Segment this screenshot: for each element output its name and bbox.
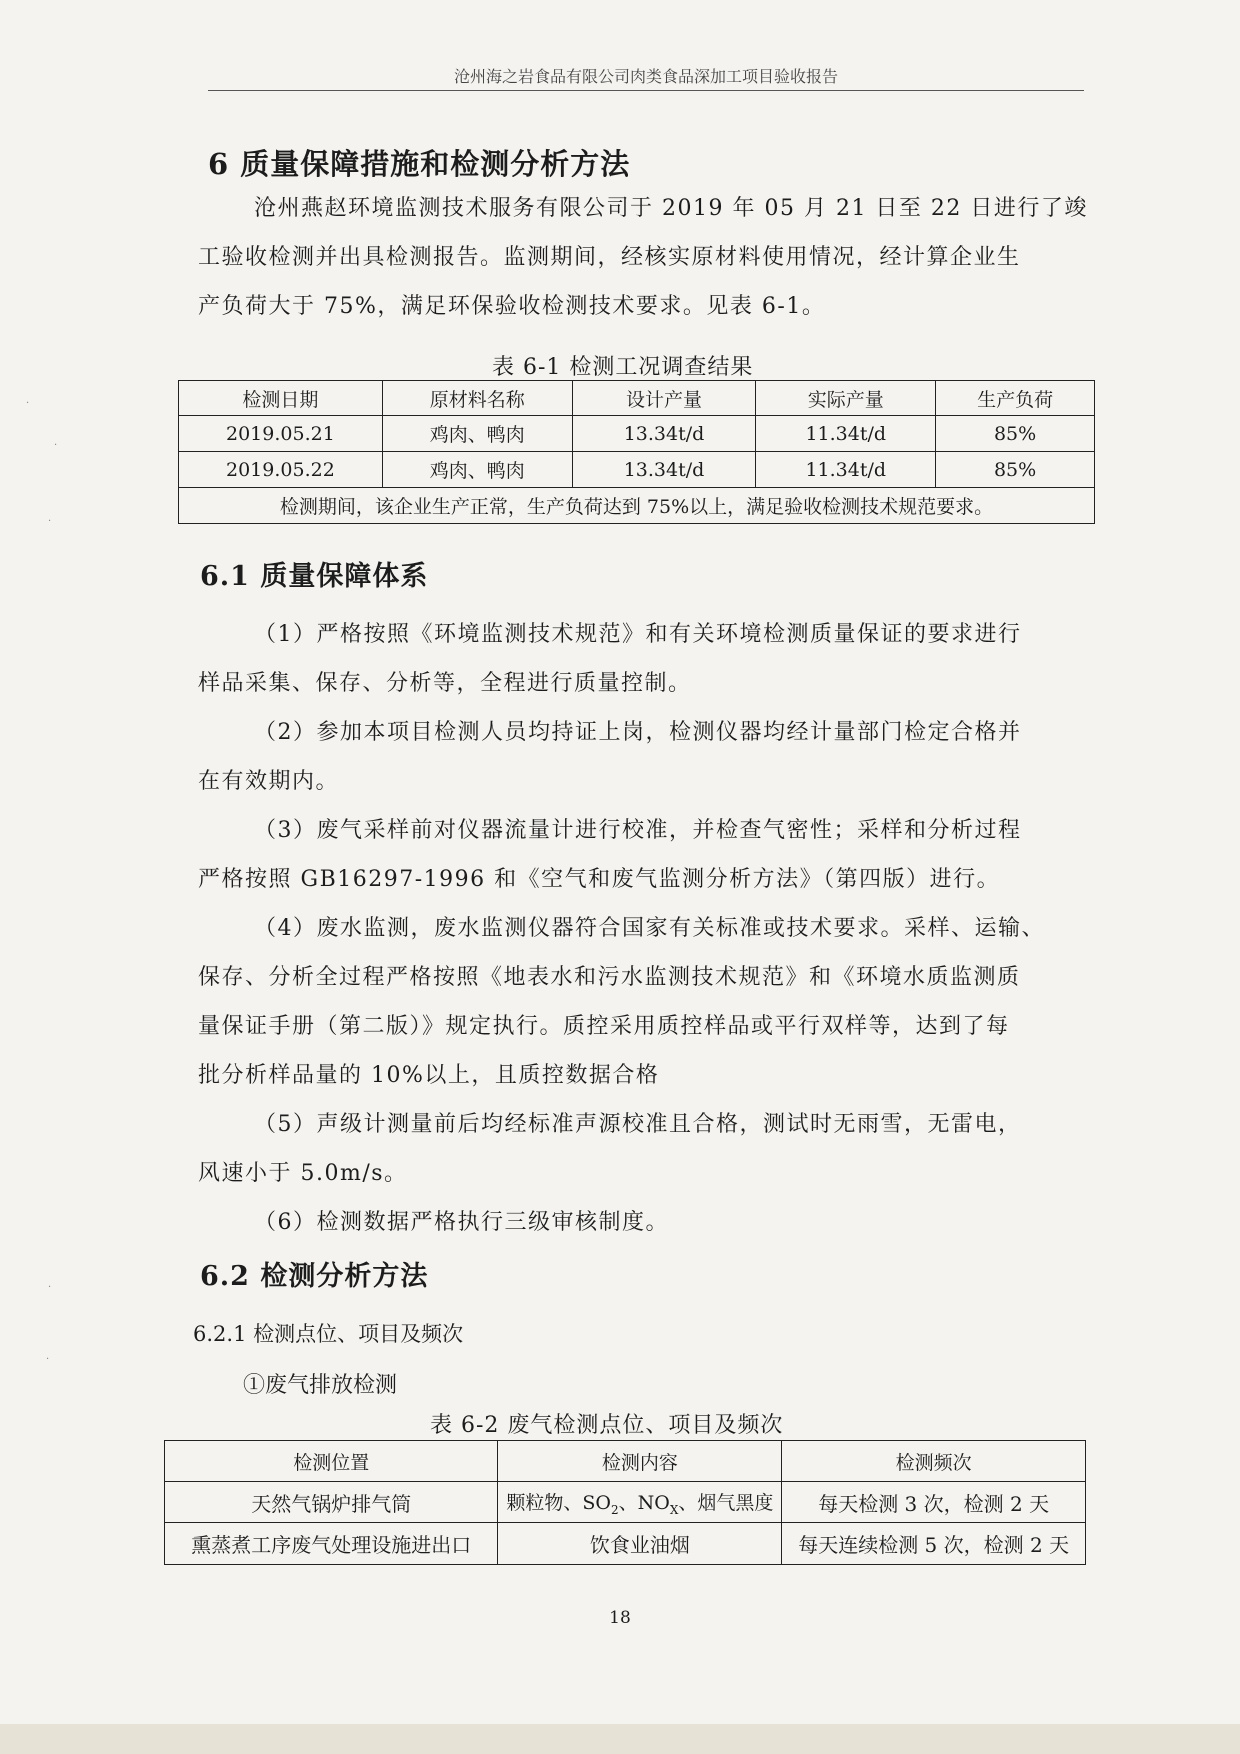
- scan-speck: ·: [46, 1354, 50, 1365]
- header-rule: [208, 90, 1084, 91]
- item-line: （1）严格按照《环境监测技术规范》和有关环境检测质量保证的要求进行: [254, 622, 1022, 647]
- column-header: 实际产量: [756, 381, 936, 416]
- subscript: 2: [610, 1502, 619, 1517]
- table-cell: 2019.05.22: [179, 452, 383, 488]
- table-cell: 13.34t/d: [572, 452, 756, 488]
- table-cell: 每天检测 3 次，检测 2 天: [782, 1482, 1086, 1523]
- column-header: 设计产量: [572, 381, 756, 416]
- section-6-1-body: [198, 610, 1084, 1247]
- table-cell: 85%: [936, 416, 1095, 452]
- section-6-intro: [198, 184, 1088, 331]
- table-cell: [498, 1482, 782, 1523]
- table-cell: 11.34t/d: [756, 452, 936, 488]
- scan-speck: ·: [48, 516, 52, 527]
- exhaust-monitoring-title: ①废气排放检测: [243, 1373, 398, 1398]
- section-6-1-title: 6.1 质量保障体系: [200, 561, 429, 592]
- column-header: 检测日期: [179, 381, 383, 416]
- page-number: 18: [609, 1608, 631, 1628]
- table-row: [179, 416, 1095, 452]
- scan-edge: [0, 1724, 1240, 1754]
- table-note: 检测期间，该企业生产正常，生产负荷达到 75%以上，满足验收检测技术规范要求。: [179, 488, 1095, 524]
- table-row: [165, 1482, 1086, 1523]
- table-6-2: [164, 1440, 1086, 1565]
- table-note-row: [179, 488, 1095, 524]
- content-text: 颗粒物、SO: [506, 1491, 611, 1514]
- table-cell: 饮食业油烟: [498, 1523, 782, 1565]
- table-cell: 11.34t/d: [756, 416, 936, 452]
- column-header: 检测频次: [782, 1441, 1086, 1482]
- table-cell: 鸡肉、鸭肉: [382, 416, 572, 452]
- column-header: 检测内容: [498, 1441, 782, 1482]
- intro-line: 产负荷大于 75%，满足环保验收检测技术要求。见表 6-1。: [198, 294, 826, 319]
- item-line: （3）废气采样前对仪器流量计进行校准，并检查气密性；采样和分析过程: [254, 818, 1022, 843]
- column-header: 生产负荷: [936, 381, 1095, 416]
- column-header: 原材料名称: [382, 381, 572, 416]
- table-cell: 13.34t/d: [572, 416, 756, 452]
- table-cell: 天然气锅炉排气筒: [165, 1482, 498, 1523]
- content-text: 、NO: [618, 1491, 670, 1514]
- scan-speck: ·: [48, 1282, 52, 1293]
- item-line: （5）声级计测量前后均经标准声源校准且合格，测试时无雨雪，无雷电，: [254, 1112, 1022, 1137]
- table-6-2-caption: 表 6-2 废气检测点位、项目及频次: [430, 1413, 784, 1438]
- running-header: 沧州海之岩食品有限公司肉类食品深加工项目验收报告: [453, 67, 838, 86]
- item-line: 在有效期内。: [198, 769, 340, 794]
- table-cell: 2019.05.21: [179, 416, 383, 452]
- table-header-row: [179, 381, 1095, 416]
- subscript: X: [669, 1502, 679, 1517]
- scan-speck: ·: [26, 398, 30, 409]
- table-cell: 每天连续检测 5 次，检测 2 天: [782, 1523, 1086, 1565]
- item-line: 量保证手册（第二版）》规定执行。质控采用质控样品或平行双样等，达到了每: [198, 1014, 1010, 1039]
- item-line: 严格按照 GB16297-1996 和《空气和废气监测分析方法》（第四版）进行。: [198, 867, 1001, 892]
- item-line: 样品采集、保存、分析等，全程进行质量控制。: [198, 671, 692, 696]
- table-cell: 熏蒸煮工序废气处理设施进出口: [165, 1523, 498, 1565]
- intro-line: 沧州燕赵环境监测技术服务有限公司于 2019 年 05 月 21 日至 22 日进行了竣: [254, 196, 1088, 221]
- item-line: （2）参加本项目检测人员均持证上岗，检测仪器均经计量部门检定合格并: [254, 720, 1022, 745]
- table-row: [179, 452, 1095, 488]
- table-cell: 85%: [936, 452, 1095, 488]
- table-row: [165, 1523, 1086, 1565]
- item-line: 保存、分析全过程严格按照《地表水和污水监测技术规范》和《环境水质监测质: [198, 965, 1021, 990]
- item-line: （6）检测数据严格执行三级审核制度。: [254, 1210, 669, 1235]
- scan-speck: ·: [54, 440, 58, 451]
- table-6-1-caption: 表 6-1 检测工况调查结果: [492, 355, 754, 380]
- item-line: 批分析样品量的 10%以上，且质控数据合格: [198, 1063, 660, 1088]
- section-6-2-1-title: 6.2.1 检测点位、项目及频次: [193, 1322, 464, 1346]
- intro-line: 工验收检测并出具检测报告。监测期间，经核实原材料使用情况，经计算企业生: [198, 245, 1021, 270]
- item-line: （4）废水监测，废水监测仪器符合国家有关标准或技术要求。采样、运输、: [254, 916, 1045, 941]
- table-header-row: [165, 1441, 1086, 1482]
- section-6-title: 6 质量保障措施和检测分析方法: [208, 147, 631, 181]
- content-text: 、烟气黑度: [678, 1491, 774, 1514]
- item-line: 风速小于 5.0m/s。: [198, 1161, 408, 1186]
- table-6-1: [178, 380, 1095, 524]
- column-header: 检测位置: [165, 1441, 498, 1482]
- table-cell: 鸡肉、鸭肉: [382, 452, 572, 488]
- section-6-2-title: 6.2 检测分析方法: [200, 1261, 429, 1292]
